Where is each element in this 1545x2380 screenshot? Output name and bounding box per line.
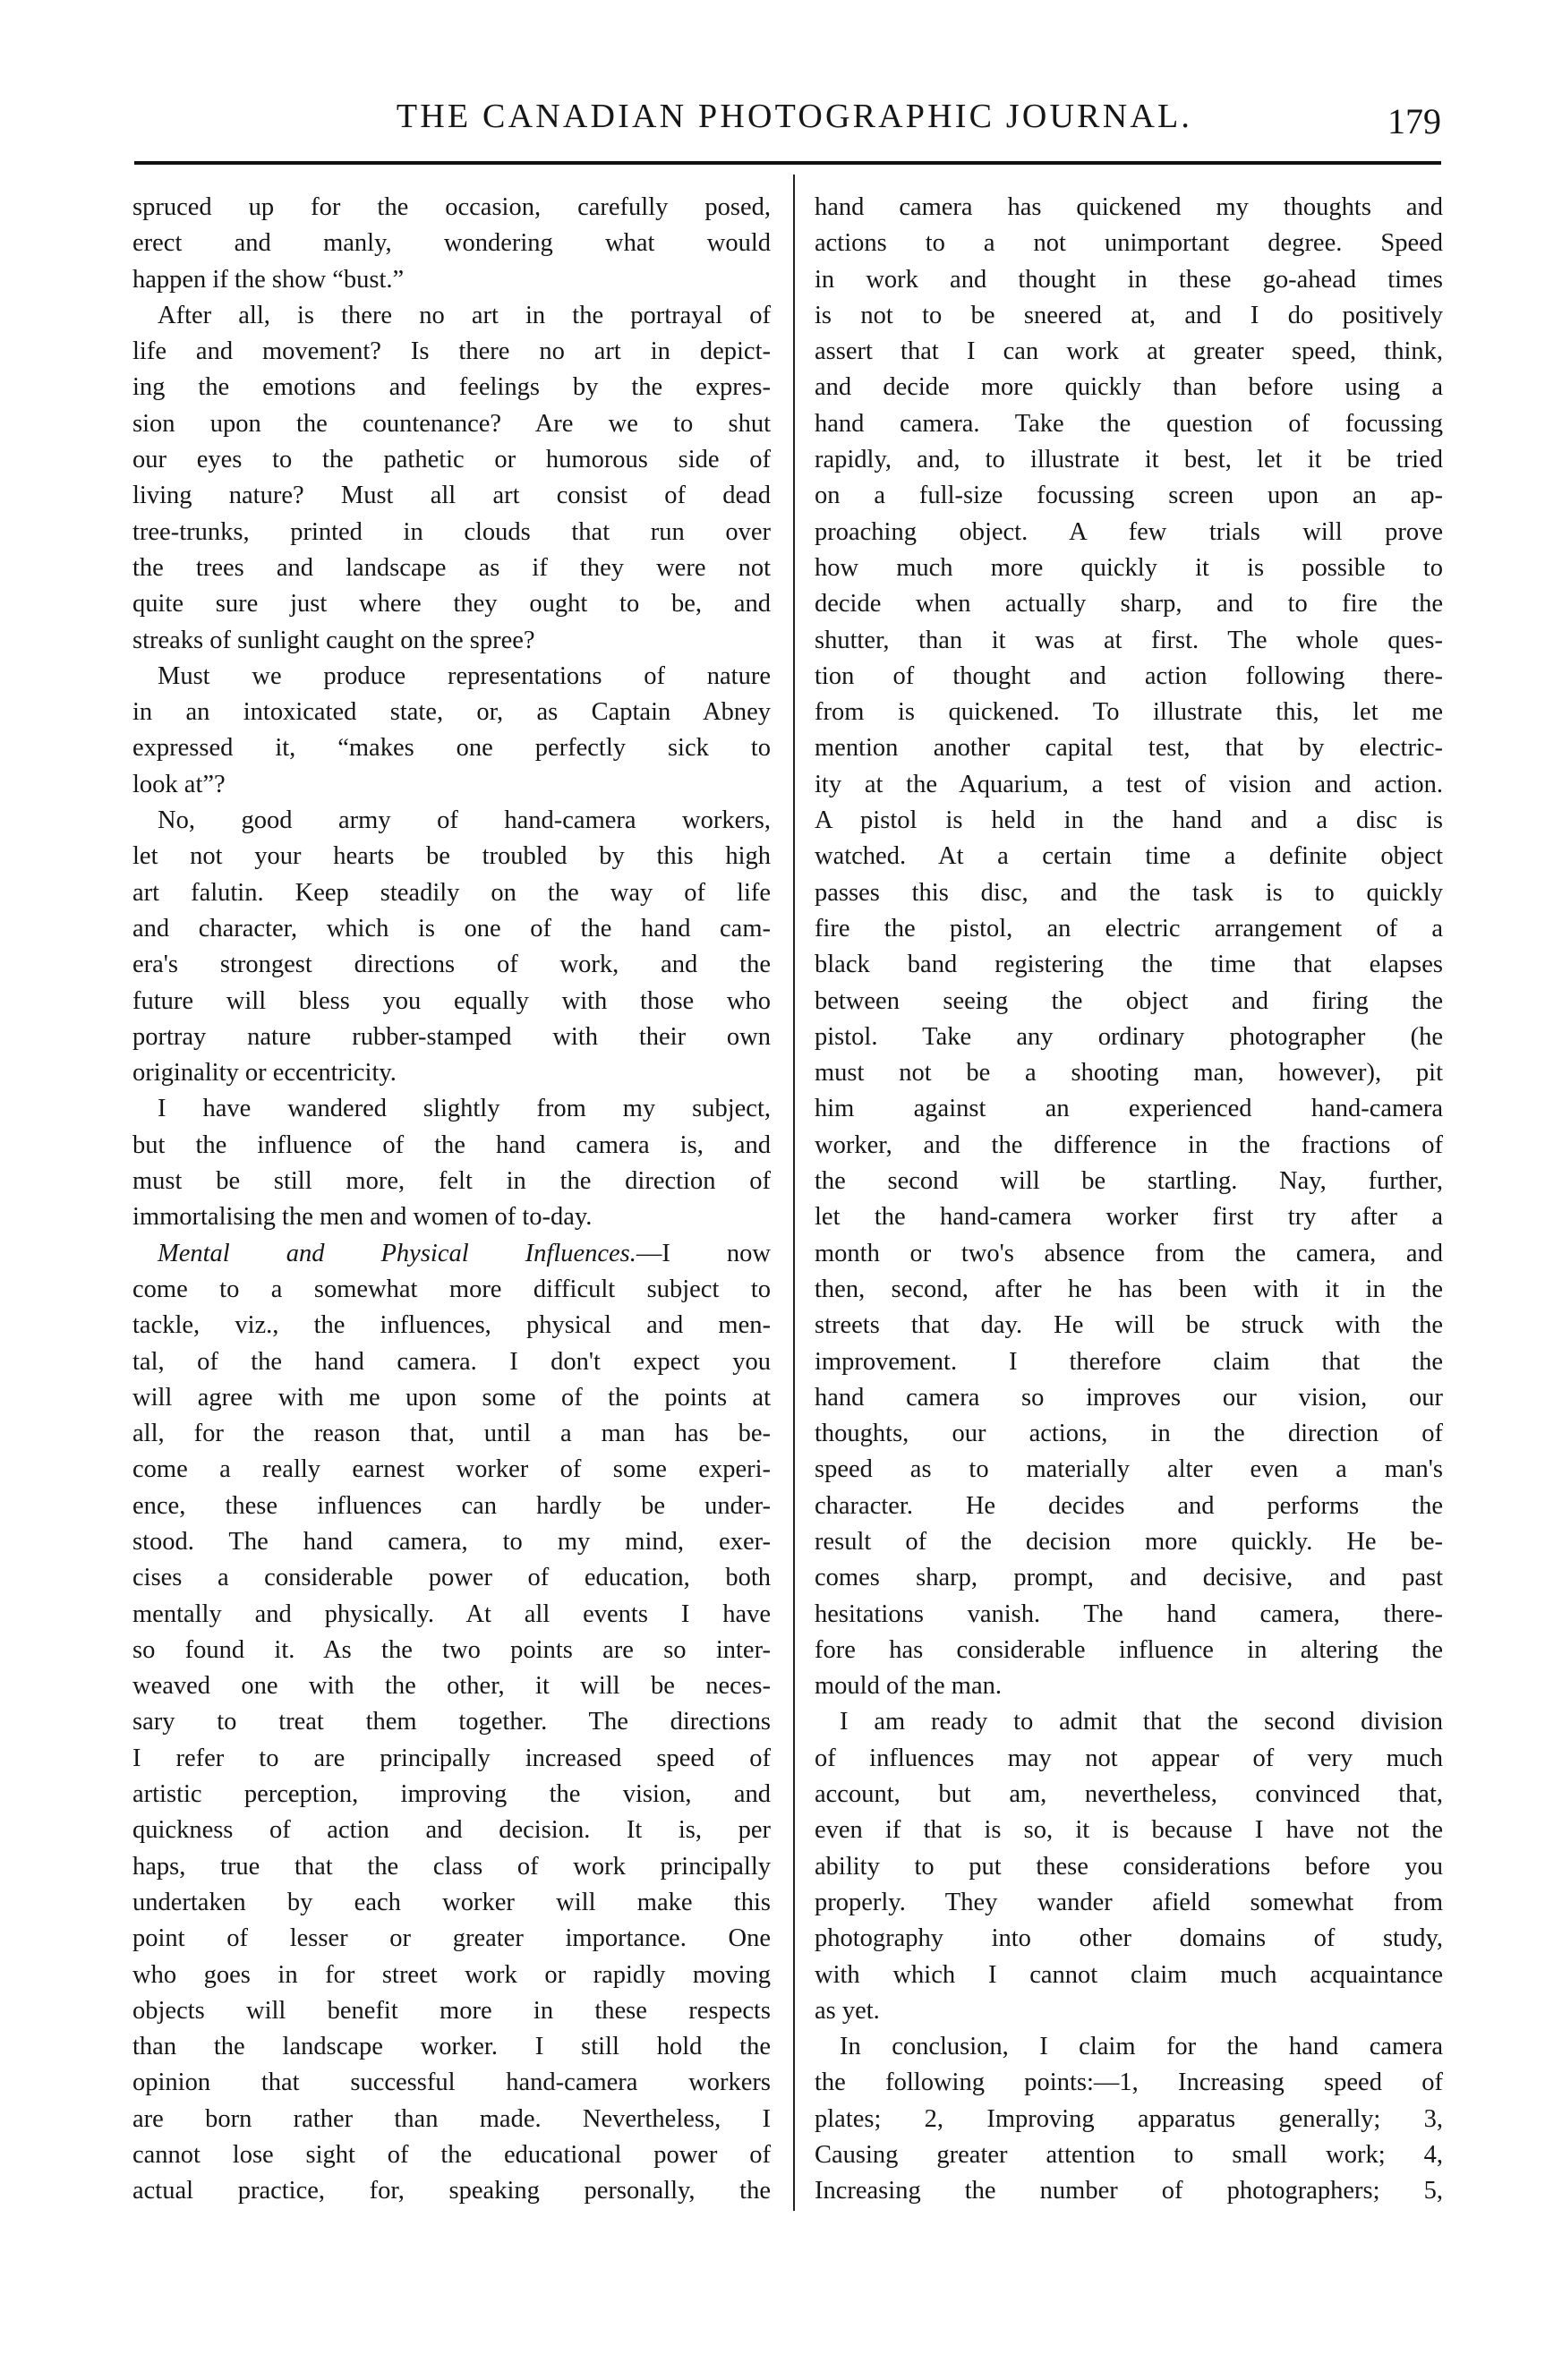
text-line: weaved one with the other, it will be neces- <box>132 1672 771 1701</box>
text-line: originality or eccentricity. <box>132 1059 397 1088</box>
text-line: how much more quickly it is possible to <box>815 553 1443 582</box>
text-line: era's strongest directions of work, and the <box>132 951 771 979</box>
text-line: hesitations vanish. The hand camera, there- <box>815 1599 1443 1628</box>
column-divider <box>793 175 795 2211</box>
text-line: assert that I can work at greater speed, think, <box>815 337 1443 366</box>
text-line: sion upon the countenance? Are we to shut <box>132 409 771 438</box>
text-line: Causing greater attention to small work; 4, <box>815 2141 1443 2170</box>
text-line: look at”? <box>132 770 226 798</box>
text-line: art falutin. Keep steadily on the way of life <box>132 878 771 907</box>
page-number: 179 <box>1387 101 1441 141</box>
right-column <box>815 190 1443 2210</box>
text-line: streets that day. He will be struck with the <box>815 1311 1443 1340</box>
text-line: hand camera has quickened my thoughts and <box>815 193 1443 221</box>
text-line: as yet. <box>815 1996 880 2025</box>
text-line: ence, these influences can hardly be under- <box>132 1491 771 1520</box>
text-line: black band registering the time that elapses <box>815 951 1443 979</box>
text-line: character. He decides and performs the <box>815 1491 1443 1520</box>
text-line: future will bless you equally with those who <box>132 986 771 1015</box>
text-line: will agree with me upon some of the points at <box>132 1383 771 1412</box>
text-line: Must we produce representations of nature <box>158 661 771 690</box>
text-line: ing the emotions and feelings by the expres- <box>132 373 771 402</box>
text-line: tree-trunks, printed in clouds that run over <box>132 517 771 546</box>
text-line: A pistol is held in the hand and a disc is <box>815 806 1443 835</box>
text-line: mentally and physically. At all events I have <box>132 1599 771 1628</box>
text-line: actual practice, for, speaking personally, the <box>132 2177 771 2205</box>
text-line: point of lesser or greater importance. One <box>132 1924 771 1953</box>
text-line: with which I cannot claim much acquaintance <box>815 1960 1443 1989</box>
text-line: portray nature rubber-stamped with their own <box>132 1022 771 1051</box>
text-line <box>132 1236 771 1272</box>
text-line: month or two's absence from the camera, and <box>815 1239 1443 1267</box>
text-line: proaching object. A few trials will prove <box>815 517 1443 546</box>
text-line: pistol. Take any ordinary photographer (he <box>815 1022 1443 1051</box>
text-line: watched. At a certain time a definite object <box>815 842 1443 871</box>
text-line: rapidly, and, to illustrate it best, let it be tried <box>815 446 1443 474</box>
text-line: mention another capital test, that by electric- <box>815 734 1443 763</box>
text-line: quite sure just where they ought to be, and <box>132 590 771 618</box>
text-line: speed as to materially alter even a man's <box>815 1455 1443 1484</box>
text-line: actions to a not unimportant degree. Speed <box>815 229 1443 258</box>
text-line: but the influence of the hand camera is, and <box>132 1130 771 1159</box>
text-line: tal, of the hand camera. I don't expect you <box>132 1347 771 1376</box>
text-line: I have wandered slightly from my subject, <box>158 1095 771 1123</box>
text-line: objects will benefit more in these respects <box>132 1996 771 2025</box>
text-line: I am ready to admit that the second division <box>840 1708 1443 1736</box>
left-column <box>132 190 771 2210</box>
text-line: No, good army of hand-camera workers, <box>158 806 771 835</box>
text-span: —I now <box>636 1239 771 1267</box>
text-line: are born rather than made. Nevertheless, I <box>132 2104 771 2133</box>
text-line: him against an experienced hand-camera <box>815 1095 1443 1123</box>
text-line: sary to treat them together. The directions <box>132 1708 771 1736</box>
text-line: expressed it, “makes one perfectly sick to <box>132 734 771 763</box>
text-line: decide when actually sharp, and to fire the <box>815 590 1443 618</box>
text-line: than the landscape worker. I still hold the <box>132 2033 771 2061</box>
text-line: must be still more, felt in the direction of <box>132 1167 771 1196</box>
text-line: In conclusion, I claim for the hand camera <box>840 2033 1443 2061</box>
text-line: cises a considerable power of education, both <box>132 1564 771 1592</box>
text-line: I refer to are principally increased speed of <box>132 1744 771 1772</box>
text-line: must not be a shooting man, however), pit <box>815 1059 1443 1088</box>
text-line: from is quickened. To illustrate this, let me <box>815 698 1443 727</box>
text-line: tackle, viz., the influences, physical and men- <box>132 1311 771 1340</box>
text-line: so found it. As the two points are so inter- <box>132 1635 771 1664</box>
text-line: account, but am, nevertheless, convinced that, <box>815 1780 1443 1809</box>
text-line: ity at the Aquarium, a test of vision and action. <box>815 770 1443 798</box>
journal-title: THE CANADIAN PHOTOGRAPHIC JOURNAL. <box>396 98 1193 135</box>
text-line: let not your hearts be troubled by this high <box>132 842 771 871</box>
text-line: of influences may not appear of very much <box>815 1744 1443 1772</box>
text-line: thoughts, our actions, in the direction of <box>815 1420 1443 1448</box>
text-line: happen if the show “bust.” <box>132 265 405 294</box>
text-line: Increasing the number of photographers; 5, <box>815 2177 1443 2205</box>
text-line: hand camera. Take the question of focussing <box>815 409 1443 438</box>
text-line: spruced up for the occasion, carefully posed, <box>132 193 771 221</box>
text-line: all, for the reason that, until a man has be- <box>132 1420 771 1448</box>
text-line: come to a somewhat more difficult subject to <box>132 1275 771 1303</box>
text-line: life and movement? Is there no art in depict- <box>132 337 771 366</box>
text-line: improvement. I therefore claim that the <box>815 1347 1443 1376</box>
text-line: fore has considerable influence in altering the <box>815 1635 1443 1664</box>
text-line: mould of the man. <box>815 1672 1002 1701</box>
text-line: in an intoxicated state, or, as Captain Abney <box>132 698 771 727</box>
text-line: worker, and the difference in the fractions of <box>815 1130 1443 1159</box>
text-line: ability to put these considerations before you <box>815 1852 1443 1881</box>
text-line: is not to be sneered at, and I do positively <box>815 301 1443 329</box>
text-line: quickness of action and decision. It is, per <box>132 1816 771 1845</box>
text-line: and character, which is one of the hand cam- <box>132 914 771 943</box>
text-line: immortalising the men and women of to-day. <box>132 1203 593 1232</box>
section-heading: Mental and Physical Influences. <box>158 1239 636 1267</box>
text-line: and decide more quickly than before using a <box>815 373 1443 402</box>
text-line: opinion that successful hand-camera workers <box>132 2069 771 2097</box>
text-line: artistic perception, improving the vision, and <box>132 1780 771 1809</box>
text-line: between seeing the object and firing the <box>815 986 1443 1015</box>
text-line: cannot lose sight of the educational power of <box>132 2141 771 2170</box>
text-line: let the hand-camera worker first try after a <box>815 1203 1443 1232</box>
text-line: the following points:—1, Increasing speed of <box>815 2069 1443 2097</box>
header-rule <box>134 161 1441 165</box>
text-line: photography into other domains of study, <box>815 1924 1443 1953</box>
text-line: come a really earnest worker of some experi- <box>132 1455 771 1484</box>
text-line: even if that is so, it is because I have not the <box>815 1816 1443 1845</box>
text-line: comes sharp, prompt, and decisive, and past <box>815 1564 1443 1592</box>
text-line: haps, true that the class of work principally <box>132 1852 771 1881</box>
text-line: the second will be startling. Nay, further, <box>815 1167 1443 1196</box>
text-line: stood. The hand camera, to my mind, exer- <box>132 1527 771 1556</box>
text-line: erect and manly, wondering what would <box>132 229 771 258</box>
text-line: our eyes to the pathetic or humorous side of <box>132 446 771 474</box>
text-line: properly. They wander afield somewhat from <box>815 1888 1443 1916</box>
text-line: passes this disc, and the task is to quickly <box>815 878 1443 907</box>
text-line: fire the pistol, an electric arrangement of a <box>815 914 1443 943</box>
text-line: then, second, after he has been with it in the <box>815 1275 1443 1303</box>
text-line: who goes in for street work or rapidly moving <box>132 1960 771 1989</box>
text-line: result of the decision more quickly. He be- <box>815 1527 1443 1556</box>
text-line: living nature? Must all art consist of dead <box>132 482 771 510</box>
text-line: on a full-size focussing screen upon an ap- <box>815 482 1443 510</box>
text-line: in work and thought in these go-ahead times <box>815 265 1443 294</box>
text-line: undertaken by each worker will make this <box>132 1888 771 1916</box>
text-line: plates; 2, Improving apparatus generally; 3, <box>815 2104 1443 2133</box>
text-line: hand camera so improves our vision, our <box>815 1383 1443 1412</box>
text-line: tion of thought and action following there- <box>815 661 1443 690</box>
text-line: streaks of sunlight caught on the spree? <box>132 626 535 654</box>
text-line: After all, is there no art in the portrayal of <box>158 301 771 329</box>
text-line: the trees and landscape as if they were not <box>132 553 771 582</box>
text-line: shutter, than it was at first. The whole ques- <box>815 626 1443 654</box>
